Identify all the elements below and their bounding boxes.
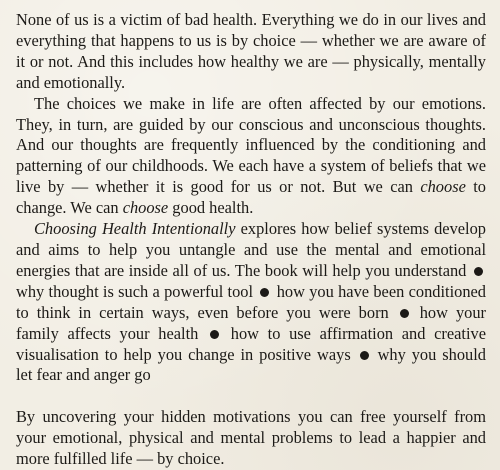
bullet-icon: [474, 267, 483, 276]
blurb-text: [16, 10, 486, 470]
choices-text-middle: to change. We can: [16, 177, 486, 218]
emphasis-choose: choose: [420, 177, 466, 197]
paragraph-book-summary: [16, 219, 486, 386]
emphasis-choose: choose: [122, 198, 169, 218]
bullet-icon: [400, 309, 409, 318]
paragraph-intro: None of us is a victim of bad health. Everything we do in our lives and everything that happens to us is by choice — whether we are aware of it or not. And this includes how healthy we are — physically, mentally and emotionally.: [16, 10, 486, 92]
paragraph-choices: [16, 94, 486, 219]
paragraph-closing: By uncovering your hidden motivations you can free yourself from your emotional, physical and mental problems to lead a happier and more fulfilled life — by choice.: [16, 407, 486, 469]
choices-text-end: good health.: [168, 198, 254, 218]
bullet-icon: [360, 351, 369, 360]
summary-item: how your family affects your health: [16, 302, 486, 343]
summary-item: why you should let fear and anger go: [16, 344, 486, 385]
summary-item: how you have been conditioned to think in certain ways, even before you were born: [16, 281, 486, 322]
summary-item: why thought is such a powerful tool: [16, 281, 254, 301]
bullet-icon: [210, 330, 219, 339]
bullet-icon: [260, 288, 269, 297]
summary-intro: explores how belief systems develop and aims to help you untangle and use the mental and emotional energies that are inside all of us. The book will help you understand: [16, 219, 486, 280]
summary-item: how to use affirmation and creative visualisation to help you change in positive ways: [16, 323, 486, 364]
book-title: Choosing Health Intentionally: [34, 219, 236, 239]
choices-text-start: The choices we make in life are often affected by our emotions. They, in turn, are guided by our conscious and unconscious thoughts. And our thoughts are frequently influenced by the conditioning and patterning of our childhoods. We each have a system of beliefs that we live by — whether it is good for us or not. But we can: [16, 93, 486, 197]
